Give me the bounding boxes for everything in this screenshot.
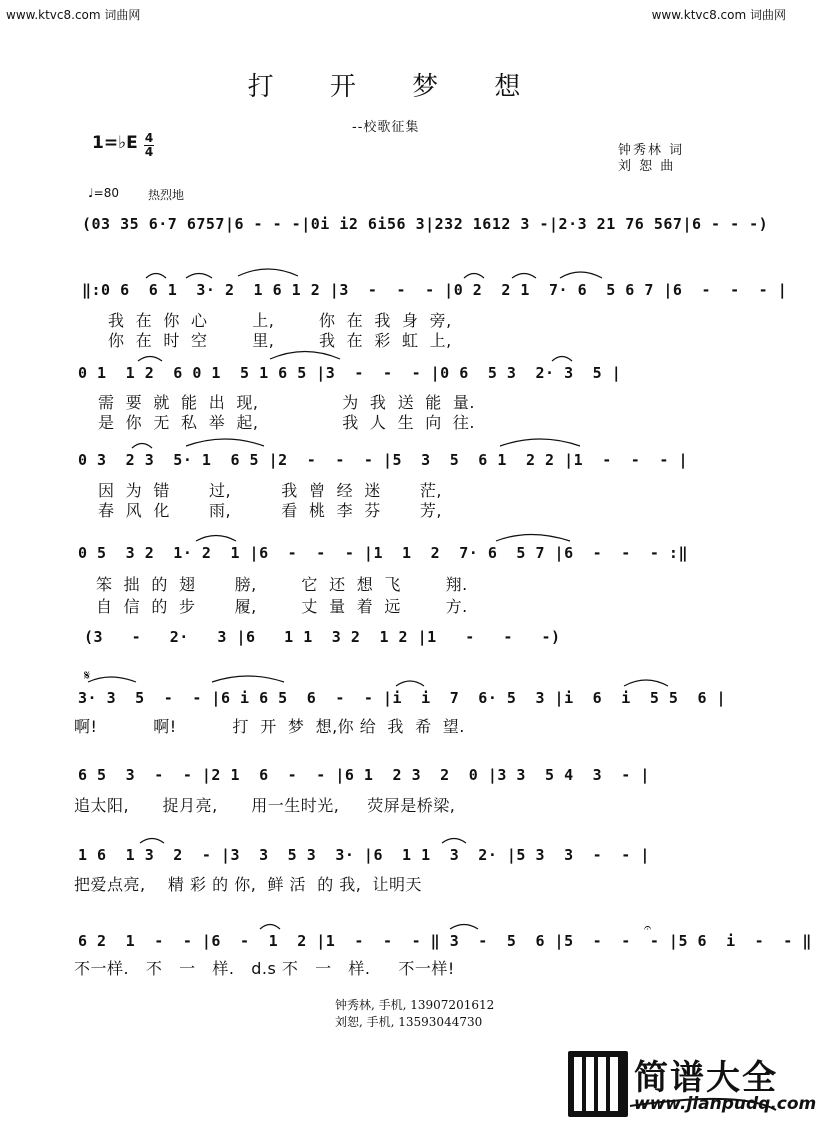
slur-mark: [552, 357, 572, 362]
score-line-interlude: (3 - 2· 3 |6 1 1 3 2 1 2 |1 - - -): [84, 628, 561, 646]
slur-mark: [186, 439, 264, 446]
slur-mark: [196, 536, 236, 542]
song-subtitle: --校歌征集: [352, 120, 420, 135]
site-watermark-right: www.ktvc8.com 词曲网: [651, 8, 786, 22]
slur-mark: [260, 925, 280, 930]
slur-mark: [140, 839, 164, 844]
slur-mark: [464, 274, 484, 279]
logo-text: 简谱大全: [634, 1058, 778, 1098]
lyric-line-1b: 你 在 时 空 里, 我 在 彩 虹 上,: [108, 331, 452, 350]
lyric-line-2b: 是 你 无 私 举 起, 我 人 生 向 往.: [98, 413, 476, 432]
lyric-line-4b: 自 信 的 步 履, 丈 量 着 远 方.: [96, 597, 468, 616]
slur-mark: [396, 681, 424, 686]
lyric-line-7: 把爱点亮, 精 彩 的 你, 鲜 活 的 我, 让明天: [74, 875, 423, 894]
score-line-2: 0 1 1 2 6 0 1 5 1 6 5 |3 - - - |0 6 5 3 2· 3 5 |: [78, 364, 622, 382]
score-line-4: 0 5 3 2 1· 2 1 |6 - - - |1 1 2 7· 6 5 7 |6 - - - :‖: [78, 544, 688, 562]
slur-mark: [212, 676, 284, 682]
lyric-line-6: 追太阳, 捉月亮, 用一生时光, 荧屏是桥梁,: [74, 796, 456, 815]
lyric-line-3b: 春 风 化 雨, 看 桃 李 芬 芳,: [98, 501, 443, 520]
piano-keys-icon: [568, 1051, 628, 1117]
slur-mark: [512, 274, 536, 279]
slur-mark: [238, 269, 298, 276]
slur-mark: [450, 925, 478, 930]
contact-line-2: 刘恕, 手机, 13593044730: [335, 1015, 483, 1029]
lyric-line-4a: 笨 拙 的 翅 膀, 它 还 想 飞 翔.: [96, 575, 468, 594]
slur-mark: [270, 352, 340, 360]
contact-line-1: 钟秀林, 手机, 13907201612: [335, 998, 495, 1012]
expression-marking: 热烈地: [148, 188, 185, 202]
fermata-icon: 𝄐: [644, 921, 652, 936]
score-line-7: 1 6 1 3 2 - |3 3 5 3 3· |6 1 1 3 2· |5 3 3 - - |: [78, 846, 650, 864]
slur-mark: [88, 677, 136, 682]
lyric-line-3a: 因 为 错 过, 我 曾 经 迷 茫,: [98, 481, 443, 500]
score-line-8: 6 2 1 - - |6 - 1 2 |1 - - - ‖ 3 - 5 6 |5 - - - |5 6 i - - ‖: [78, 932, 812, 950]
tempo-marking: ♩=80: [88, 186, 119, 200]
lyric-line-2a: 需 要 就 能 出 现, 为 我 送 能 量.: [98, 393, 476, 412]
slur-mark: [560, 272, 602, 278]
slur-mark: [496, 535, 570, 542]
meter-top: 4: [144, 131, 154, 145]
lyric-line-1a: 我 在 你 心 上, 你 在 我 身 旁,: [108, 311, 452, 330]
song-title: 打 开 梦 想: [247, 72, 545, 102]
segno-icon: 𝄋: [84, 668, 91, 684]
lyric-line-8: 不一样. 不 一 样. d.s 不 一 样. 不一样!: [74, 959, 455, 978]
score-line-intro: (03 35 6·7 6757|6 - - -|0i i2 6i56 3|232 1612 3 -|2·3 21 76 567|6 - - -): [82, 215, 769, 233]
slur-mark: [132, 444, 152, 449]
lyric-line-5: 啊! 啊! 打 开 梦 想,你 给 我 希 望.: [74, 717, 465, 736]
score-line-3: 0 3 2 3 5· 1 6 5 |2 - - - |5 3 5 6 1 2 2 |1 - - - |: [78, 451, 688, 469]
slur-mark: [500, 439, 580, 446]
score-line-6: 6 5 3 - - |2 1 6 - - |6 1 2 3 2 0 |3 3 5 4 3 - |: [78, 766, 650, 784]
lyricist-credit: 钟秀林 词: [618, 143, 685, 158]
score-line-5: 3· 3 5 - - |6 i 6 5 6 - - |i i 7 6· 5 3 |i 6 i 5 5 6 |: [78, 689, 727, 707]
slur-mark: [138, 357, 162, 362]
slur-mark: [186, 274, 212, 279]
key-signature: 1=♭E: [92, 133, 138, 153]
meter-bottom: 4: [144, 145, 154, 159]
slur-mark: [146, 274, 166, 279]
slur-mark: [624, 680, 668, 686]
logo-url: www.jianpudq.com: [634, 1094, 816, 1114]
slur-mark: [442, 839, 466, 844]
composer-credit: 刘 恕 曲: [618, 159, 676, 174]
score-line-1: ‖:0 6 6 1 3· 2 1 6 1 2 |3 - - - |0 2 2 1 7· 6 5 6 7 |6 - - - |: [82, 281, 788, 299]
site-watermark-left: www.ktvc8.com 词曲网: [6, 8, 141, 22]
